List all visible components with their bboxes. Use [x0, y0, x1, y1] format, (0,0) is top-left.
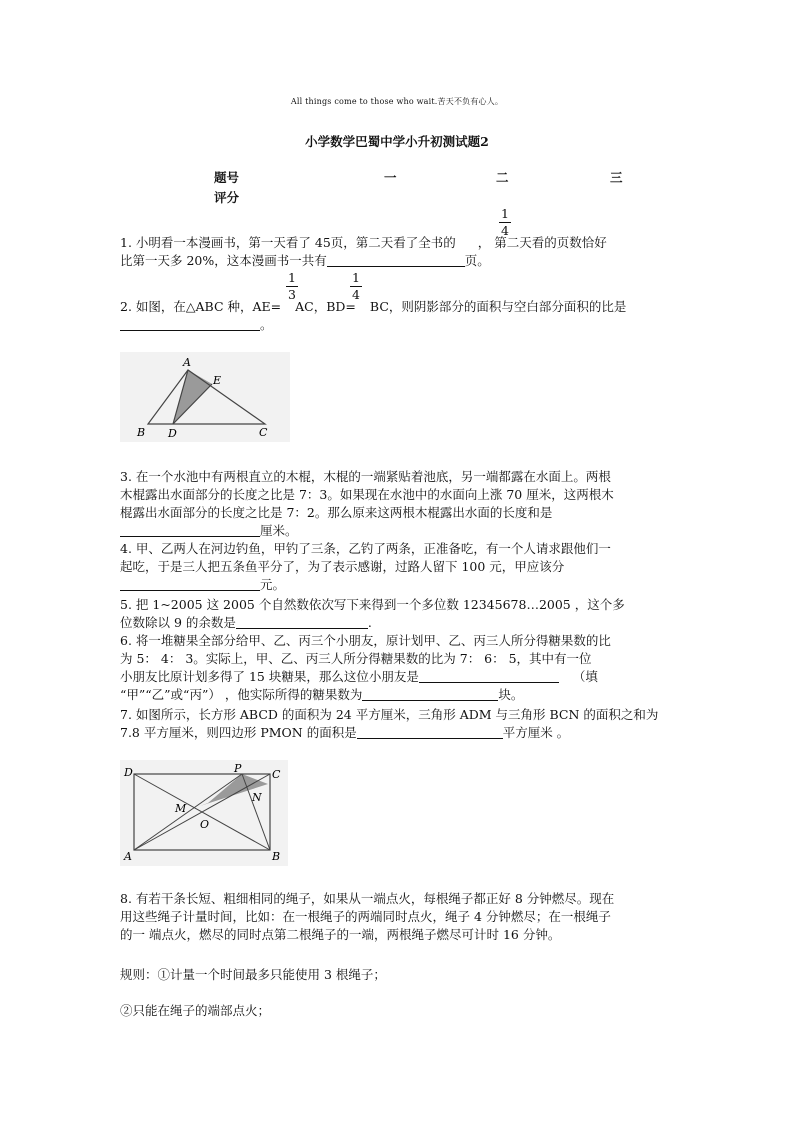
q8-line-1: 8. 有若干条长短、粗细相同的绳子，如果从一端点火，每根绳子都正好 8 分钟燃尽。现在 — [120, 891, 615, 906]
page-title: 小学数学巴蜀中学小升初测试题2 — [305, 134, 489, 149]
q2-label-a: A — [183, 356, 191, 369]
q2-text-end: 。 — [260, 317, 273, 332]
q2-label-b: B — [137, 426, 146, 439]
q2-label-d: D — [168, 427, 177, 440]
question-3 — [120, 468, 680, 540]
q3-line-4-end: 厘米。 — [260, 523, 298, 538]
q6-line-1: 6. 将一堆糖果全部分给甲、乙、丙三个小朋友，原计划甲、乙、丙三人所分得糖果数的比 — [120, 633, 611, 648]
q7-answer-blank[interactable] — [357, 725, 503, 739]
q7-label-c: C — [272, 768, 281, 781]
q8-line-2: 用这些绳子计量时间，比如：在一根绳子的两端同时点火，绳子 4 分钟燃尽；在一根绳子 — [120, 909, 611, 924]
q7-label-o: O — [200, 818, 210, 831]
q5-line-1: 5. 把 1~2005 这 2005 个自然数依次写下来得到一个多位数 12345678…2005 ，这个多 — [120, 597, 625, 612]
score-table-col-3: 三 — [610, 170, 623, 185]
q7-line-1: 7. 如图所示，长方形 ABCD 的面积为 24 平方厘米，三角形 ADM 与三角形 BCN 的面积之和为 — [120, 707, 659, 722]
score-table-score-label: 评分 — [214, 190, 240, 205]
q7-label-d: D — [124, 766, 133, 779]
q4-line-1: 4. 甲、乙两人在河边钓鱼，甲钓了三条，乙钓了两条，正准备吃，有一个人请求跟他们一 — [120, 541, 611, 556]
q7-label-a: A — [124, 850, 132, 863]
q5-answer-blank[interactable] — [236, 615, 368, 629]
q3-answer-blank[interactable] — [120, 523, 260, 537]
q2-frac1-numerator: 1 — [286, 270, 298, 287]
q2-text-c: BC，则阴影部分的面积与空白部分面积的比是 — [369, 299, 627, 314]
q2-text-b: AC，BD= — [295, 299, 356, 314]
q6-line-2: 为 5： 4： 3。实际上，甲、乙、丙三人所分得糖果数的比为 7： 6： 5，其中有一位 — [120, 651, 592, 666]
question-4 — [120, 540, 680, 594]
q6-line-3-b: （填 — [572, 669, 598, 684]
q5-line-2-end: . — [367, 615, 372, 630]
q2-triangle-figure — [120, 352, 290, 442]
q2-text-a: 2. 如图，在△ABC 种，AE= — [120, 299, 282, 314]
q1-text-b: ， 第二天看的页数恰好 — [477, 235, 607, 250]
q2-label-e: E — [213, 374, 222, 387]
page-motto: All things come to those who wait.苦天不负有心人。 — [290, 97, 504, 106]
q7-label-n: N — [252, 791, 262, 804]
question-2 — [120, 298, 680, 334]
q6-person-blank[interactable] — [419, 669, 559, 683]
q3-line-2: 木棍露出水面部分的长度之比是 7：3。如果现在水池中的水面向上涨 70 厘米，这两根木 — [120, 487, 614, 502]
question-8 — [120, 890, 680, 944]
question-5 — [120, 596, 680, 632]
q1-text-a: 1. 小明看一本漫画书，第一天看了 45页，第二天看了全书的 — [120, 235, 456, 250]
q7-line-2: 7.8 平方厘米，则四边形 PMON 的面积是 — [120, 725, 357, 740]
score-table-col-1: 一 — [384, 170, 397, 185]
score-table-col-2: 二 — [496, 170, 509, 185]
q2-label-c: C — [259, 426, 268, 439]
q7-label-b: B — [272, 850, 281, 863]
q3-line-3: 棍露出水面部分的长度之比是 7：2。那么原来这两根木棍露出水面的长度和是 — [120, 505, 553, 520]
q1-answer-blank[interactable] — [327, 253, 465, 267]
q6-line-4-end: 块。 — [498, 687, 524, 702]
question-1 — [120, 234, 680, 270]
q2-frac2-numerator: 1 — [350, 270, 362, 287]
q7-rectangle-figure — [120, 760, 288, 866]
q4-line-3-end: 元。 — [260, 577, 286, 592]
q7-line-2-end: 平方厘米 。 — [502, 725, 570, 740]
q7-label-p: P — [234, 762, 242, 775]
rules-2: ②只能在绳子的端部点火； — [120, 1003, 271, 1018]
q3-line-1: 3. 在一个水池中有两根直立的木棍，木棍的一端紧贴着池底，另一端都露在水面上。两根 — [120, 469, 611, 484]
question-7 — [120, 706, 680, 742]
score-table-row-label: 题号 — [214, 170, 240, 185]
q1-frac-denominator: 4 — [501, 223, 509, 238]
q5-line-2: 位数除以 9 的余数是 — [120, 615, 236, 630]
q2-frac2-denominator: 4 — [352, 287, 360, 302]
rules-1: 规则：①计量一个时间最多只能使用 3 根绳子； — [120, 967, 386, 982]
q1-frac-numerator: 1 — [499, 206, 511, 223]
question-6 — [120, 632, 680, 704]
q2-answer-blank[interactable] — [120, 317, 260, 331]
q8-line-3: 的一 端点火，燃尽的同时点第二根绳子的一端，两根绳子燃尽可计时 16 分钟。 — [120, 927, 561, 942]
q1-text-d: 页。 — [464, 253, 490, 268]
q1-text-c: 比第一天多 20%，这本漫画书一共有 — [120, 253, 327, 268]
q6-line-3: 小朋友比原计划多得了 15 块糖果，那么这位小朋友是 — [120, 669, 419, 684]
q6-line-4: “甲”“乙”或“丙”） ，他实际所得的糖果数为 — [120, 687, 363, 702]
q6-count-blank[interactable] — [362, 687, 498, 701]
q4-answer-blank[interactable] — [120, 577, 260, 591]
q2-frac1-denominator: 3 — [288, 287, 296, 302]
q7-label-m: M — [175, 802, 187, 815]
q4-line-2: 起吃，于是三人把五条鱼平分了，为了表示感谢，过路人留下 100 元，甲应该分 — [120, 559, 565, 574]
